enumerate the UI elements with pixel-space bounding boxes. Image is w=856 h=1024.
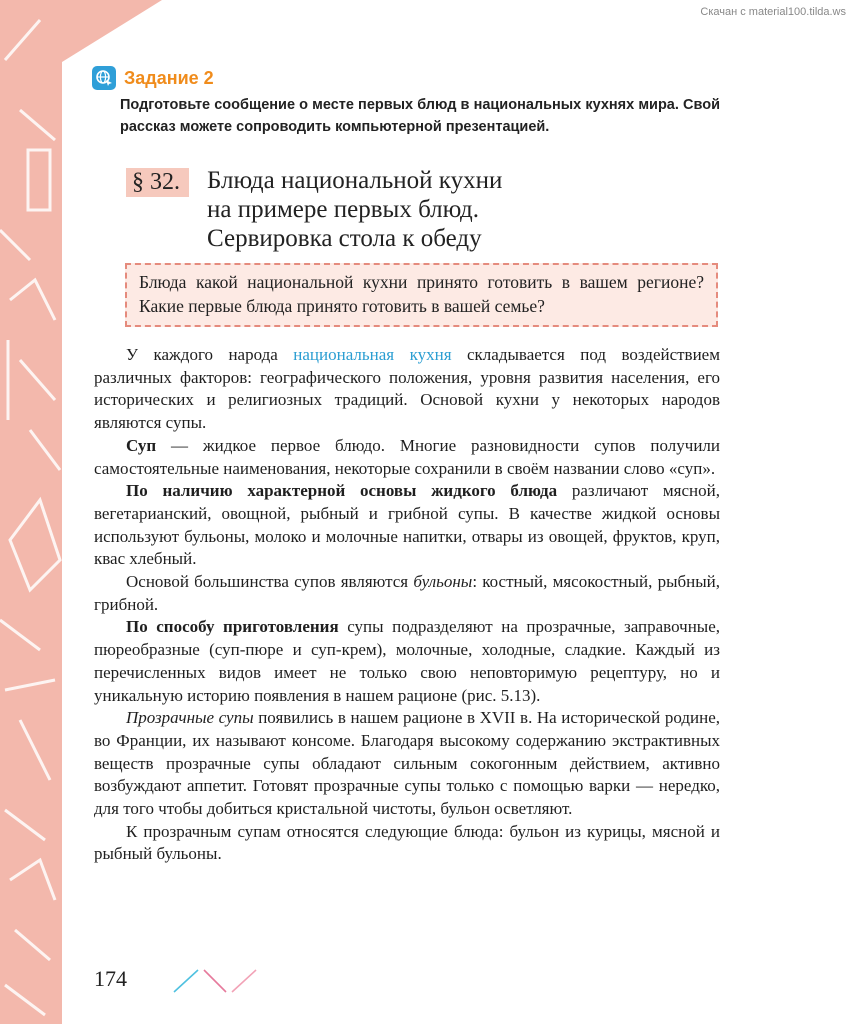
task-header — [92, 66, 214, 90]
bold-term: По способу приготовления — [126, 617, 339, 637]
paragraph: У каждого народа национальная кухня складывается под воздействием различных факторов: географического положения, уровня развития населения, его исторических и религиозных традиций. Основой кухни у некоторых народов являются супы. — [94, 345, 720, 433]
globe-web-icon — [92, 66, 116, 90]
section-title-line: на примере первых блюд. — [207, 196, 480, 223]
bold-term: Суп — [126, 435, 157, 455]
watermark: Скачан с material100.tilda.ws — [700, 6, 846, 18]
paragraph: К прозрачным супам относятся следующие блюда: бульон из курицы, мясной и рыбный бульоны. — [94, 821, 720, 864]
paragraph: Основой большинства супов являются бульоны: костный, мясокостный, рыбный, грибной. — [94, 572, 721, 614]
paragraph: Прозрачные супы появились в нашем рационе в XVII в. На исторической родине, во Франции, их называют консоме. Благодаря высокому содержанию экстрактивных веществ прозрачные супы обладают сильным сокогонным действием, активно возбуждают аппетит. Готовят прозрачные супы только с помощью варки — нередко, для того чтобы добиться кристальной чистоты, бульон осветляют. — [94, 708, 720, 819]
paragraph: Суп — жидкое первое блюдо. Многие разновидности супов получили самостоятельные наименования, некоторые сохранили в своём названии слово «суп». — [94, 435, 720, 478]
page-number: 174 — [94, 966, 127, 991]
task-title: Задание 2 — [124, 67, 214, 88]
geometric-pattern — [0, 0, 62, 1024]
decorative-slashes — [172, 966, 262, 996]
body-text — [94, 344, 720, 866]
section-title-line: Сервировка стола к обеду — [207, 225, 482, 252]
paragraph: По способу приготовления супы подразделяют на прозрачные, заправочные, пюреобразные (суп-пюре и суп-крем), молочные, холодные, сладкие. Каждый из перечисленных видов имеет не только свою неповторимую рецептуру, но и уникальную историю появления в нашем рационе (рис. 5.13). — [94, 617, 721, 705]
italic-term: Прозрачные супы — [126, 708, 254, 728]
decorative-sidebar — [0, 0, 62, 1024]
bold-term: По наличию характерной основы жидкого блюда — [126, 481, 558, 501]
section-title-line: Блюда национальной кухни — [207, 167, 503, 194]
question-box: Блюда какой национальной кухни принято готовить в вашем регионе? Какие первые блюда принято готовить в вашей семье? — [125, 263, 718, 327]
decorative-corner — [62, 0, 162, 62]
task-text: Подготовьте сообщение о месте первых блюд в национальных кухнях мира. Свой рассказ можете сопроводить компьютерной презентацией. — [120, 97, 720, 135]
section-number: § 32. — [126, 168, 189, 197]
paragraph: По наличию характерной основы жидкого блюда различают мясной, вегетарианский, овощной, рыбный и грибной супы. В качестве жидкой основы используют бульоны, молоко и молочные напитки, отвары из овощей, фруктов, круп, квас хлебный. — [94, 481, 720, 569]
italic-term: бульоны — [413, 572, 473, 592]
section-title — [207, 166, 502, 253]
term-link: национальная кухня — [293, 345, 452, 364]
